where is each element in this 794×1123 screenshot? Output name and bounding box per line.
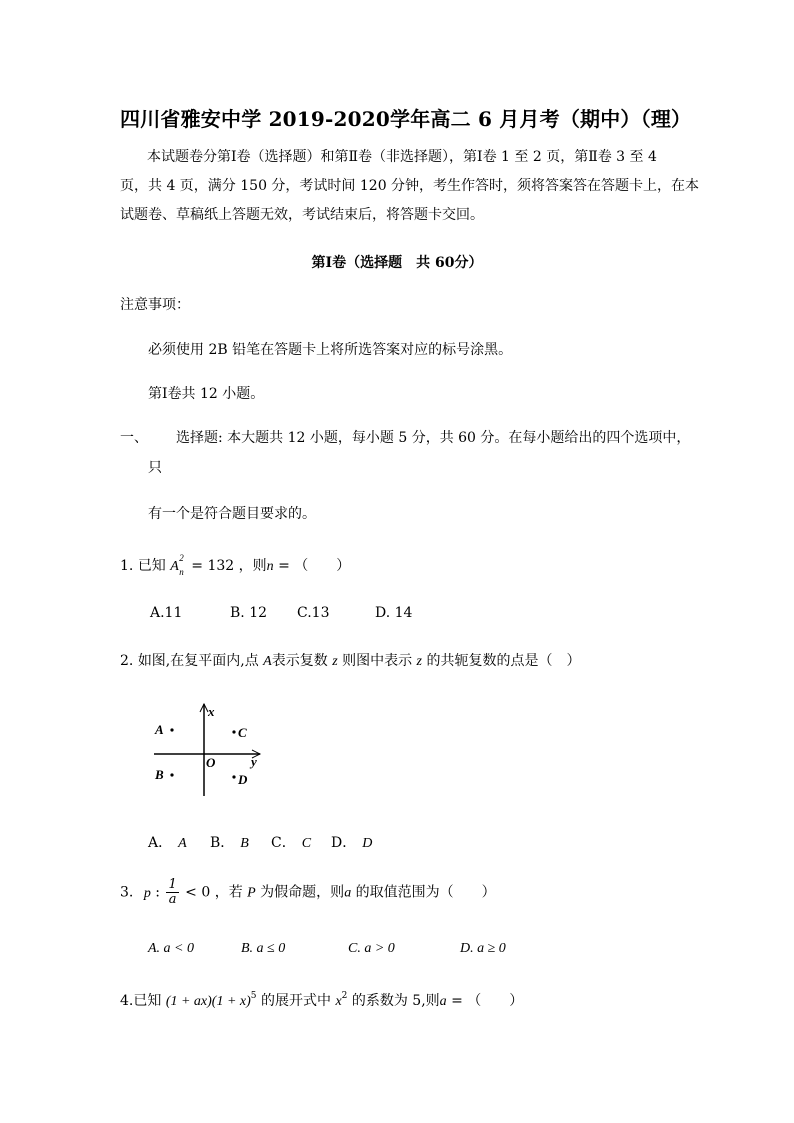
intro-line-2: 页，共 4 页，满分 150 分，考试时间 120 分钟，考生作答时，须将答案答在答题卡上，在本 xyxy=(120,178,700,194)
q2-option-b[interactable]: B． B xyxy=(210,835,249,851)
intro-line-3: 试题卷、草稿纸上答题无效，考试结束后，将答题卡交回。 xyxy=(120,207,484,223)
q2-option-a[interactable]: A． A xyxy=(148,835,187,851)
question-number: 3. xyxy=(120,884,134,901)
variable-x: x xyxy=(335,994,342,1009)
point-d-dot xyxy=(232,775,235,778)
variable-a: a xyxy=(344,885,352,901)
point-label-c: C xyxy=(238,725,247,740)
question-text: 如图,在复平面内,点 xyxy=(137,653,264,669)
q3-option-c[interactable]: C. a > 0 xyxy=(348,941,395,956)
question-3: 3. p : $\frac{1}{a}$ < 0 ，若 P 为假命题，则a 的取值范围为（ ） xyxy=(120,877,496,907)
question-number: 2. xyxy=(120,653,134,669)
permutation-symbol: A 2 n xyxy=(170,553,184,577)
page-title: 四川省雅安中学 2019-2020学年高二 6 月月考（期中）（理） xyxy=(120,107,692,131)
equation-text: = 132 ，则 xyxy=(186,558,267,574)
point-c-dot xyxy=(232,730,235,733)
origin-label: O xyxy=(206,755,216,770)
q3-option-b[interactable]: B. a ≤ 0 xyxy=(241,941,286,956)
part-one-line-2: 只 xyxy=(148,460,162,476)
part-one-line-3: 有一个是符合题目要求的。 xyxy=(148,506,316,522)
question-tail: = （ ） xyxy=(273,558,351,574)
q3-option-a[interactable]: A. a < 0 xyxy=(148,941,194,956)
question-2: 2. 如图,在复平面内,点 A表示复数 z 则图中表示 z 的共轭复数的点是（ ） xyxy=(120,653,581,669)
section-heading: 第Ⅰ卷（选择题 共 60分） xyxy=(311,255,483,271)
expression: (1 + ax)(1 + x) xyxy=(165,994,251,1009)
part-one-number: 一、 xyxy=(120,430,148,446)
notice-item-2: 第Ⅰ卷共 12 小题。 xyxy=(148,386,265,402)
axis-label-y: y xyxy=(251,754,257,769)
complex-plane-figure xyxy=(150,700,270,800)
proposition-P: P xyxy=(247,885,256,901)
fraction: $\frac{1}{a}$ xyxy=(168,877,177,907)
q3-option-d[interactable]: D. a ≥ 0 xyxy=(460,941,506,956)
q1-option-b[interactable]: B. 12 xyxy=(230,605,268,621)
part-one-line-1: 选择题: 本大题共 12 小题，每小题 5 分，共 60 分。在每小题给出的四个选项中， xyxy=(176,430,691,446)
q1-option-d[interactable]: D. 14 xyxy=(375,605,413,621)
z-symbol: z xyxy=(332,654,338,669)
q1-option-c[interactable]: C.13 xyxy=(297,605,330,621)
variable-n: n xyxy=(266,559,274,574)
question-1 xyxy=(120,555,350,575)
point-a-dot xyxy=(170,728,173,731)
point-label-d: D xyxy=(238,772,248,787)
proposition-p: p xyxy=(143,885,151,901)
question-number: 4. xyxy=(120,993,134,1009)
notice-item-1: 必须使用 2B 铅笔在答题卡上将所选答案对应的标号涂黑。 xyxy=(148,342,513,358)
z-symbol: z xyxy=(416,654,422,669)
q1-option-a[interactable]: A.11 xyxy=(150,605,183,621)
point-b-dot xyxy=(170,773,173,776)
point-a: A xyxy=(263,654,272,669)
axis-label-x: x xyxy=(208,704,215,719)
q2-option-c[interactable]: C． C xyxy=(271,835,312,851)
question-text: 已知 xyxy=(137,558,171,574)
question-4: 4.已知 $(1 + ax)(1 + x)^5$ 的展开式中 $x^2$ 的系数为 5,则a = （ ） xyxy=(120,991,524,1009)
q2-option-d[interactable]: D． D xyxy=(331,835,373,851)
question-number: 1. xyxy=(120,558,134,574)
point-label-a: A xyxy=(155,722,164,737)
notice-label: 注意事项： xyxy=(120,297,190,313)
point-label-b: B xyxy=(155,767,164,782)
variable-a: a xyxy=(439,994,447,1009)
intro-line-1: 本试题卷分第Ⅰ卷（选择题）和第Ⅱ卷（非选择题），第Ⅰ卷 1 至 2 页，第Ⅱ卷 3 至 4 xyxy=(147,149,657,165)
